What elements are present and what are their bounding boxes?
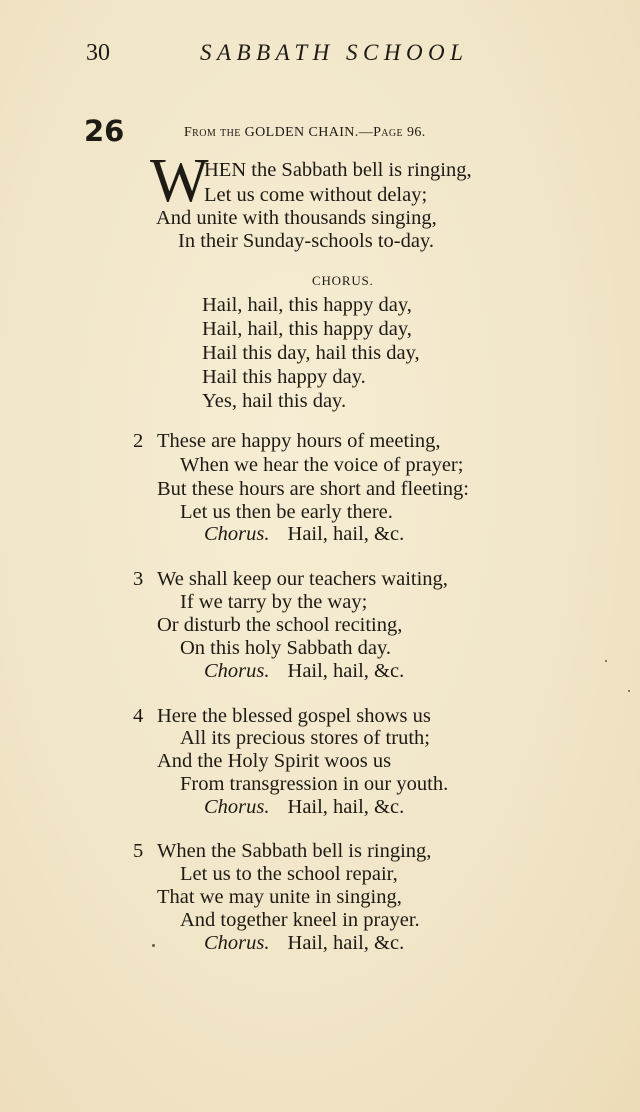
stanza2-line2: When we hear the voice of prayer; [180,454,464,476]
stanza4-line2: All its precious stores of truth; [180,727,430,749]
paper-speck [628,690,630,692]
chorus-reference [204,796,404,819]
stanza3-line4: On this holy Sabbath day. [180,637,392,659]
chorus-ref-text: Hail, hail, &c. [287,660,405,682]
stanza4-line4: From transgression in our youth. [180,773,449,795]
chorus-line: Hail, hail, this happy day, [202,318,412,340]
chorus-reference [204,932,404,955]
stanza1-line3: And unite with thousands singing, [156,207,437,229]
source-prefix: From the [184,125,241,140]
drop-cap: W [150,147,209,215]
stanza5-line4: And together kneel in prayer. [180,909,420,931]
stanza-number: 2 [133,430,144,452]
source-dash: — [358,125,374,140]
stanza5-line1: When the Sabbath bell is ringing, [157,840,432,862]
stanza2-line4: Let us then be early there. [180,501,393,523]
paper-speck [605,660,607,662]
running-title: SABBATH SCHOOL [200,40,469,65]
hymn-number: 26 [84,114,125,148]
chorus-line: Yes, hail this day. [202,390,347,412]
stanza4-line3: And the Holy Spirit woos us [157,750,392,772]
source-page: Page 96. [373,125,426,140]
chorus-line: Hail this happy day. [202,366,366,388]
stanza3-line2: If we tarry by the way; [180,591,368,613]
chorus-ref-label: Chorus. [204,523,270,545]
chorus-reference [204,523,404,546]
chorus-line: Hail, hail, this happy day, [202,294,412,316]
chorus-ref-label: Chorus. [204,796,270,818]
stanza2-line1: These are happy hours of meeting, [157,430,441,452]
source-name: GOLDEN CHAIN. [244,125,359,140]
stanza1-line1: HEN the Sabbath bell is ringing, [204,159,472,181]
paper-speck [152,944,155,947]
stanza1-line4: In their Sunday-schools to-day. [178,230,435,252]
page-number: 30 [86,40,110,66]
chorus-ref-text: Hail, hail, &c. [287,932,405,954]
stanza4-line1: Here the blessed gospel shows us [157,705,431,727]
stanza-number: 4 [133,705,144,727]
chorus-ref-label: Chorus. [204,932,270,954]
source-line [184,125,426,141]
stanza5-line3: That we may unite in singing, [157,886,402,908]
stanza1-line2: Let us come without delay; [204,184,428,206]
stanza5-line2: Let us to the school repair, [180,863,398,885]
chorus-ref-label: Chorus. [204,660,270,682]
chorus-reference [204,660,404,683]
stanza-number: 3 [133,568,144,590]
chorus-heading: CHORUS. [312,273,374,288]
stanza2-line3: But these hours are short and fleeting: [157,478,469,500]
stanza3-line3: Or disturb the school reciting, [157,614,403,636]
chorus-ref-text: Hail, hail, &c. [287,796,405,818]
stanza3-line1: We shall keep our teachers waiting, [157,568,448,590]
chorus-line: Hail this day, hail this day, [202,342,420,364]
chorus-ref-text: Hail, hail, &c. [287,523,405,545]
stanza-number: 5 [133,840,144,862]
